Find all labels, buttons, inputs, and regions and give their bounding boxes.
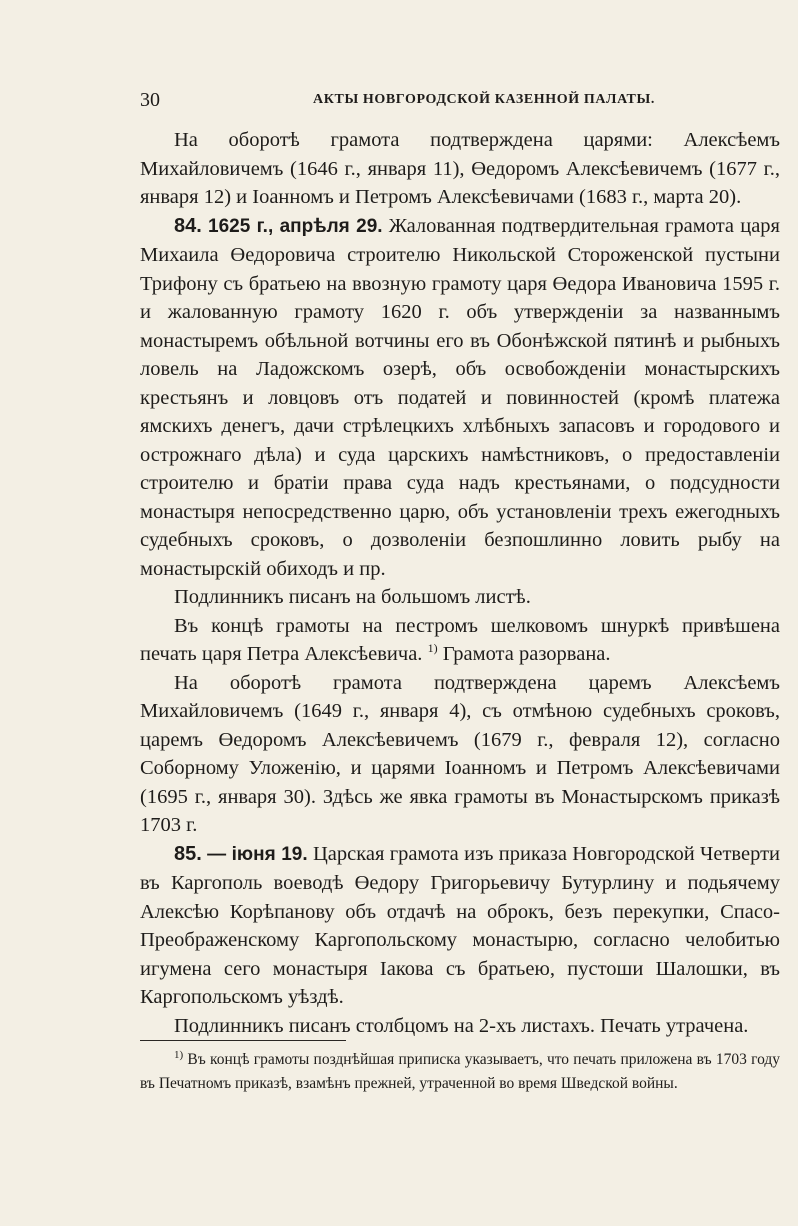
- main-text: [140, 126, 780, 1040]
- footnote-divider: [140, 1040, 346, 1041]
- entry-text: Царская грамота изъ приказа Новгородской Четверти въ Каргополь воеводѣ Өедору Григорьевичу Бутурлину и подьячему Алексѣю Корѣпанову объ отдачѣ на оброкъ, безъ перекупки, Спасо-Преображенскому Каргопольскому монастырю, согласно челобитью игумена сего монастыря Іакова съ братьею, пустоши Шалошки, въ Каргопольскомъ уѣздѣ.: [140, 842, 781, 1008]
- entry-number: 85.: [174, 842, 202, 865]
- seal-note-text: Въ концѣ грамоты на пестромъ шелковомъ шнуркѣ привѣшена печать царя Петра Алексѣевича.: [140, 614, 780, 665]
- entry-date: 1625 г., апрѣля 29.: [208, 215, 383, 237]
- entry-date: — іюня 19.: [207, 843, 308, 865]
- paragraph-original-note: Подлинникъ писанъ на большомъ листѣ.: [174, 586, 531, 608]
- running-title: АКТЫ НОВГОРОДСКОЙ КАЗЕННОЙ ПАЛАТЫ.: [313, 92, 655, 107]
- seal-note-continuation: Грамота разорвана.: [442, 643, 611, 665]
- paragraph-seal-note: [140, 612, 780, 669]
- footnote-mark: 1): [174, 1048, 184, 1061]
- paragraph-confirmation-83: На оборотѣ грамота подтверждена царями: Алексѣемъ Михайловичемъ (1646 г., января 11), Өедоромъ Алексѣевичемъ (1677 г., января 12) и Іоанномъ и Петромъ Алексѣевичами (1683 г., марта 20).: [140, 129, 780, 208]
- paragraph-confirmation-84: На оборотѣ грамота подтверждена царемъ Алексѣемъ Михайловичемъ (1649 г., января 4), съ отмѣною судебныхъ сроковъ, царемъ Өедоромъ Алексѣевичемъ (1679 г., февраля 12), согласно Соборному Уложенію, и царями Іоанномъ и Петромъ Алексѣевичами (1695 г., января 30). Здѣсь же явка грамоты въ Монастырскомъ приказѣ 1703 г.: [140, 671, 780, 836]
- entry-84: [140, 212, 780, 584]
- entry-text: Жалованная подтвердительная грамота царя Михаила Өедоровича строителю Никольской Стороженской пустыни Трифону съ братьею на ввозную грамоту царя Өедора Ивановича 1595 г. и жалованную грамоту 1620 г. объ утвержденіи за названнымъ монастыремъ обѣльной вотчины его въ Обонѣжской пятинѣ и рыбныхъ ловель на Ладожскомъ озерѣ, объ освобожденіи монастырскихъ крестьянъ и ловцовъ отъ податей и повинностей (кромѣ платежа ямскихъ денегъ, дачи стрѣлецкихъ хлѣбныхъ запасовъ и городового и острожнаго дѣла) и суда царскихъ намѣстниковъ, о предоставленіи строителю и братіи права суда надъ крестьянами, о подсудности монастыря непосредственно царю, объ установленіи трехъ ежегодныхъ судебныхъ сроковъ, о дозволеніи безпошлинно ловить рыбу на монастырскій обиходъ и пр.: [140, 214, 780, 580]
- entry-85: [140, 840, 780, 1012]
- entry-number: 84.: [174, 214, 202, 237]
- page-header: [140, 86, 780, 116]
- footnote-text: Въ концѣ грамоты позднѣйшая приписка указываетъ, что печать приложена въ 1703 году въ Печатномъ приказѣ, взамѣнъ прежней, утраченной во время Шведской войны.: [140, 1051, 781, 1092]
- footnote: [140, 1048, 780, 1096]
- page-number: 30: [140, 89, 160, 111]
- paragraph-original-note-85: Подлинникъ писанъ столбцомъ на 2-хъ листахъ. Печать утрачена.: [174, 1014, 749, 1037]
- footnote-reference: 1): [427, 641, 438, 656]
